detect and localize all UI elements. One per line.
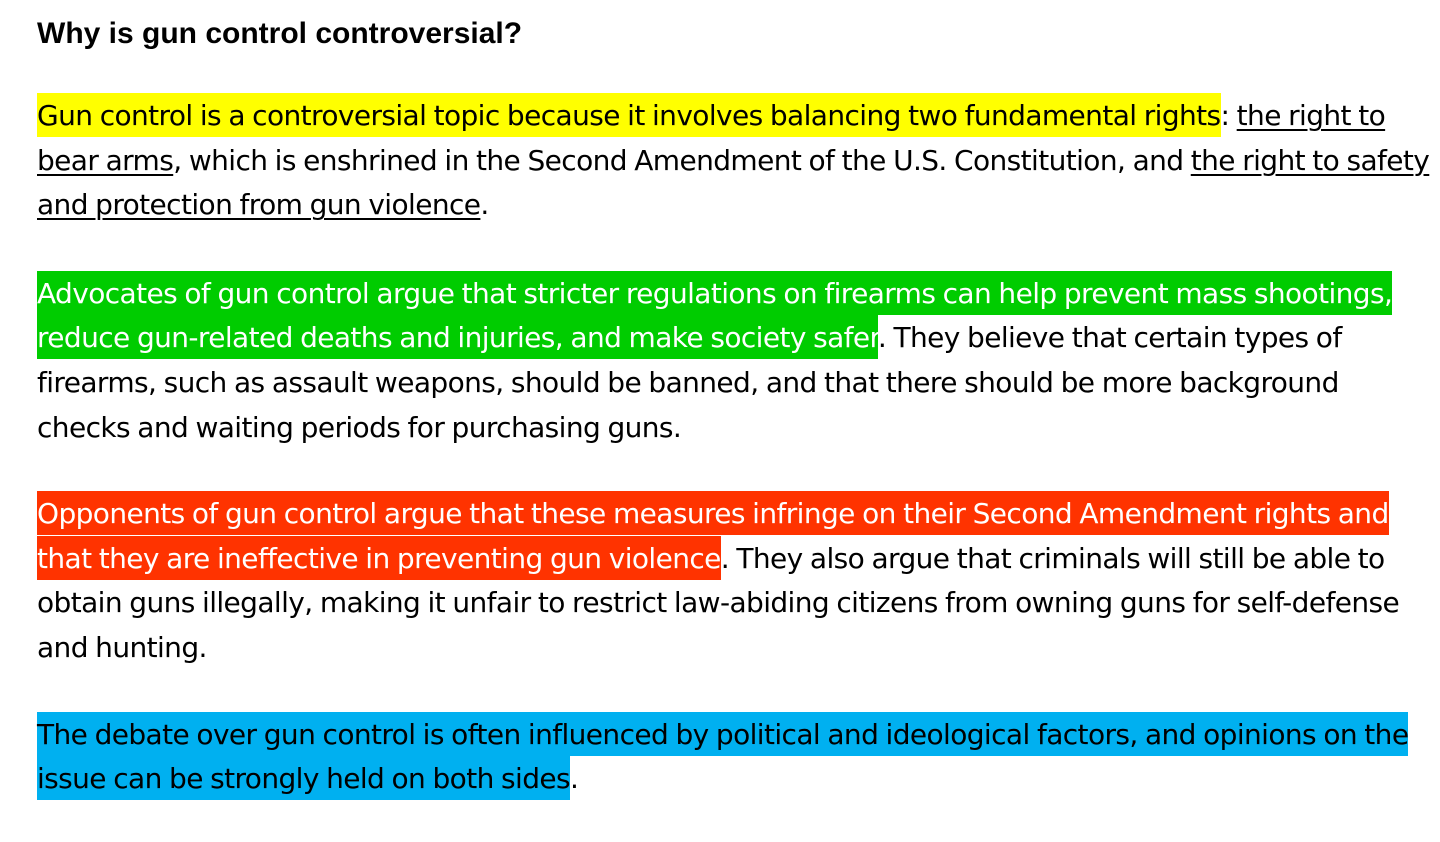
- document-body: [37, 14, 1432, 802]
- document-title: Why is gun control controversial?: [37, 17, 523, 50]
- paragraph-rights: [37, 94, 1432, 228]
- paragraph-text: , which is enshrined in the Second Amendment of the U.S. Constitution, and: [173, 143, 1191, 177]
- paragraph-text: . They also argue that criminals will still be able to obtain guns illegally, making it unfair to restrict law-abiding citizens from owning guns for self-defense and hunting.: [37, 541, 1400, 664]
- paragraph-text: . They believe that certain types of firearms, such as assault weapons, should be banned, and that there should be more background checks and waiting periods for purchasing guns.: [37, 321, 1342, 444]
- highlight-blue: The debate over gun control is often influenced by political and ideological factors, and opinions on the issue can be strongly held on both sides: [37, 712, 1408, 801]
- paragraph-text: .: [569, 762, 579, 796]
- highlight-red: Opponents of gun control argue that these measures infringe on their Second Amendment rights and that they are ineffective in preventing gun violence: [37, 491, 1389, 580]
- paragraph-opponents: [37, 492, 1432, 670]
- highlight-yellow: Gun control is a controversial topic because it involves balancing two fundamental rights: [37, 93, 1221, 137]
- paragraph-advocates: [37, 272, 1432, 450]
- paragraph-text: :: [1220, 99, 1237, 132]
- paragraph-debate: [37, 713, 1432, 802]
- underlined-phrase: the right to bear arms: [37, 99, 1386, 177]
- paragraph-text: .: [480, 188, 489, 222]
- underlined-phrase: the right to safety and protection from gun violence: [37, 143, 1430, 222]
- highlight-green: Advocates of gun control argue that stricter regulations on firearms can help prevent mass shootings, reduce gun-related deaths and injuries, and make society safer: [37, 271, 1392, 360]
